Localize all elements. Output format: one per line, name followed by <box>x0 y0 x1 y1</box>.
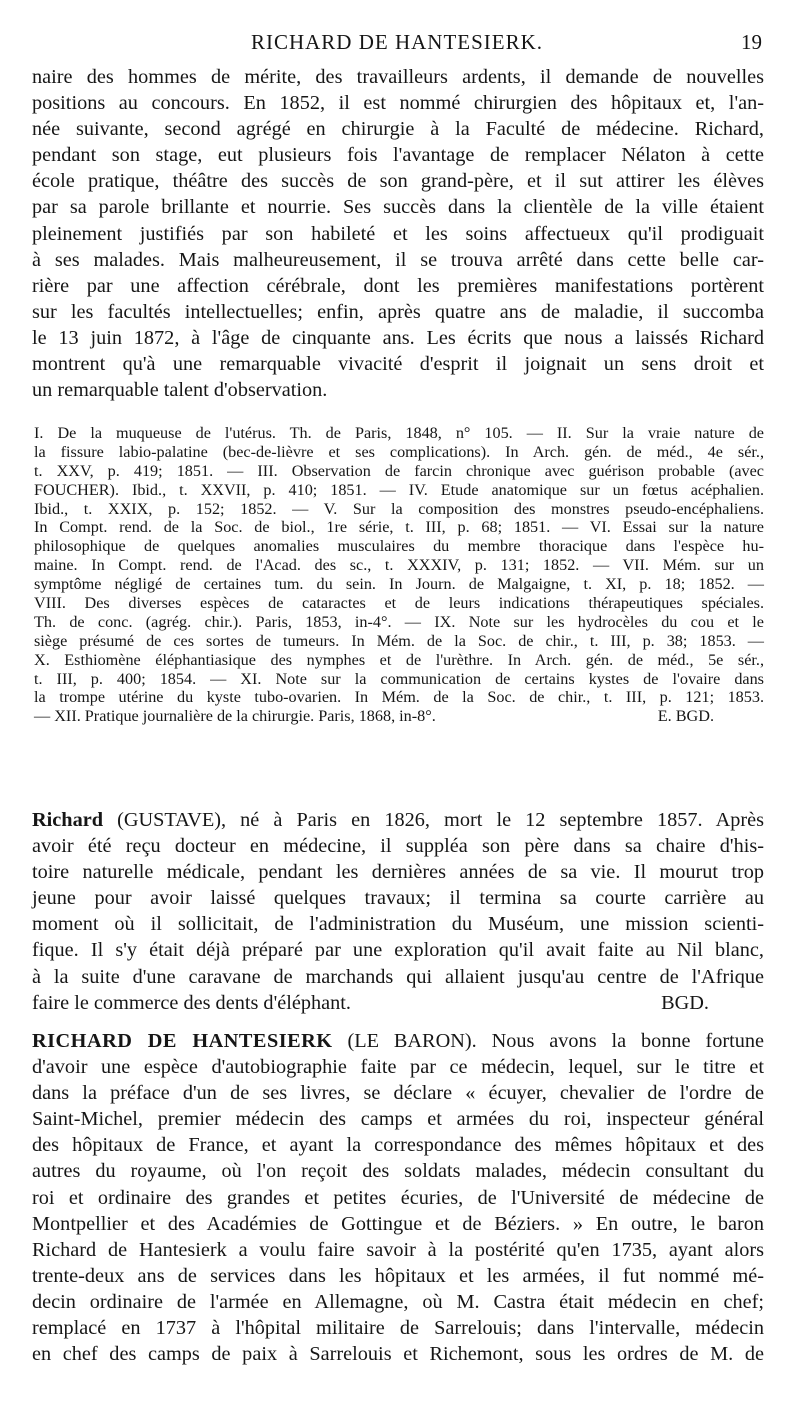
entry-qualifier: (GUSTAVE), <box>117 809 227 831</box>
text-line: positions au concours. En 1852, il est nommé chirurgien des hôpitaux et, l'an- <box>32 92 764 115</box>
text-line: à la suite d'une caravane de marchands qui allaient jusqu'au centre de l'Afrique <box>32 965 764 988</box>
text-line: dans la préface d'un de ses livres, se déclare « écuyer, chevalier de l'ordre de <box>32 1082 764 1105</box>
text-line: remplacé en 1737 à l'hôpital militaire de Sarrelouis; dans l'intervalle, médecin <box>32 1317 764 1340</box>
text-line: Richard de Hantesierk a voulu faire savoir à la postérité qu'en 1735, ayant alors <box>32 1238 764 1261</box>
entry-first-line-text: Nous avons la bonne fortune <box>491 1030 765 1052</box>
text-line: fique. Il s'y était déjà préparé par une exploration qu'il avait faite au Nil blanc, <box>32 939 764 962</box>
bibliography-line <box>34 707 764 726</box>
text-line: naire des hommes de mérite, des travailleurs ardents, il demande de nouvelles <box>32 66 764 88</box>
page-number: 19 <box>741 30 762 54</box>
running-title: RICHARD DE HANTESIERK. <box>250 30 544 54</box>
text-line: moment où il sollicitait, de l'administration du Muséum, une mission scienti- <box>32 913 764 936</box>
bibliography-line: t. III, p. 400; 1854. — XI. Note sur la communication de certains kystes de l'ovaire dans <box>34 669 764 688</box>
entry-richard-gustave <box>32 807 764 1016</box>
text-line <box>32 990 764 1016</box>
author-signature: BGD. <box>661 991 709 1014</box>
text-line: pleinement justifiés par son habileté et les soins affectueux qu'il prodiguait <box>32 222 764 245</box>
text-line: à ses malades. Mais malheureusement, il se trouva arrêté dans cette belle car- <box>32 248 764 271</box>
entry-first-line <box>32 1028 764 1054</box>
bibliography-line: la trompe utérine du kyste tubo-ovarien. In Mém. de la Soc. de chir., t. III, p. 121; 1853. <box>34 688 764 707</box>
bibliography-line: symptôme négligé de certaines tum. du sein. In Journ. de Malgaigne, t. XI, p. 18; 1852. — <box>34 575 764 594</box>
text-line: le 13 juin 1872, à l'âge de cinquante ans. Les écrits que nous a laissés Richard <box>32 326 764 349</box>
entry-last-text: faire le commerce des dents d'éléphant. <box>32 991 351 1014</box>
text-line: née suivante, second agrégé en chirurgie à la Faculté de médecine. Richard, <box>32 118 764 141</box>
text-line: Saint-Michel, premier médecin des camps et armées du roi, inspecteur général <box>32 1108 764 1131</box>
bibliography-line: Th. de conc. (agrég. chir.). Paris, 1853, in-4°. — IX. Note sur les hydrocèles du cou et le <box>34 612 764 631</box>
text-line: des hôpitaux de France, et ayant la correspondance des mêmes hôpitaux et des <box>32 1134 764 1157</box>
entry-qualifier: (LE BARON). <box>347 1030 477 1052</box>
bibliography <box>34 424 764 726</box>
text-line: école pratique, théâtre des succès de son grand-père, et il sut attirer les élèves <box>32 170 764 193</box>
author-signature: E. BGD. <box>657 707 714 726</box>
text-line: avoir été reçu docteur en médecine, il suppléa son père dans sa chaire d'his- <box>32 835 764 858</box>
bibliography-line: X. Esthiomène éléphantiasique des nymphes et de l'urèthre. In Arch. gén. de méd., 5e sér., <box>34 650 764 669</box>
text-line: Montpellier et des Académies de Gottingue et de Béziers. » En outre, le baron <box>32 1212 764 1235</box>
entry-first-line-text: né à Paris en 1826, mort le 12 septembre 1857. Après <box>240 809 764 831</box>
bibliography-line: I. De la muqueuse de l'utérus. Th. de Paris, 1848, n° 105. — II. Sur la vraie nature de <box>34 424 764 442</box>
bibliography-line: Ibid., t. XXIX, p. 152; 1852. — V. Sur la composition des monstres pseudo-encéphaliens. <box>34 499 764 518</box>
bibliography-line: philosophique de quelques anomalies musculaires du membre thoracique dans l'espèce hu- <box>34 537 764 556</box>
entry-first-line <box>32 807 764 833</box>
text-line: pendant son stage, eut plusieurs fois l'avantage de remplacer Nélaton à cette <box>32 144 764 167</box>
text-line: jeune pour avoir laissé quelques travaux; il termina sa courte carrière au <box>32 887 764 910</box>
text-line: sur les facultés intellectuelles; enfin, après quatre ans de maladie, il succomba <box>32 300 764 323</box>
text-line: un remarquable talent d'observation. <box>32 379 328 402</box>
text-line: decin ordinaire de l'armée en Allemagne, où M. Castra était médecin en chef; <box>32 1290 764 1313</box>
running-head <box>32 30 762 60</box>
entry-headword: Richard <box>32 809 103 831</box>
bibliography-last-text: — XII. Pratique journalière de la chirurgie. Paris, 1868, in-8°. <box>34 707 436 726</box>
text-line: autres du royaume, où l'on reçoit des soldats malades, médecin consultant du <box>32 1160 764 1183</box>
text-line: d'avoir une espèce d'autobiographie faite par ce médecin, lequel, sur le titre et <box>32 1056 764 1079</box>
text-line: toire naturelle médicale, pendant les dernières années de sa vie. Il mourut trop <box>32 861 764 884</box>
bibliography-line: la fissure labio-palatine (bec-de-lièvre et ses complications). In Arch. gén. de méd., 4e sér., <box>34 442 764 461</box>
bibliography-line: maine. In Compt. rend. de l'Acad. des sc., t. XXXIV, p. 131; 1852. — VII. Mém. sur un <box>34 556 764 575</box>
entry-richard-de-hantesierk <box>32 1028 764 1367</box>
paragraph-continuation <box>32 64 764 403</box>
text-line: roi et ordinaire des grandes et petites écuries, de l'Université de médecine de <box>32 1186 764 1209</box>
text-line: en chef des camps de paix à Sarrelouis et Richemont, sous les ordres de M. de <box>32 1343 764 1366</box>
text-line: montrent qu'à une remarquable vivacité d'esprit il joignait un sens droit et <box>32 353 764 376</box>
bibliography-line: siège présumé de ces sortes de tumeurs. In Mém. de la Soc. de chir., t. III, p. 38; 1853. — <box>34 631 764 650</box>
bibliography-line: In Compt. rend. de la Soc. de biol., 1re série, t. III, p. 68; 1851. — VI. Essai sur la nature <box>34 518 764 537</box>
text-line: par sa parole brillante et nourrie. Ses succès dans la clientèle de la ville étaient <box>32 196 764 219</box>
bibliography-line: VIII. Des diverses espèces de cataractes et de leurs indications thérapeutiques spéciales. <box>34 594 764 613</box>
text-line: trente-deux ans de services dans les hôpitaux et les armées, il fut nommé mé- <box>32 1264 764 1287</box>
bibliography-line: FOUCHER). Ibid., t. XXVII, p. 410; 1851. — IV. Etude anatomique sur un fœtus acéphalien. <box>34 480 764 499</box>
text-line: rière par une affection cérébrale, dont les premières manifestations portèrent <box>32 274 764 297</box>
bibliography-line: t. XXV, p. 419; 1851. — III. Observation de farcin chronique avec guérison probable (avec <box>34 461 764 480</box>
entry-headword: RICHARD DE HANTESIERK <box>32 1030 333 1052</box>
